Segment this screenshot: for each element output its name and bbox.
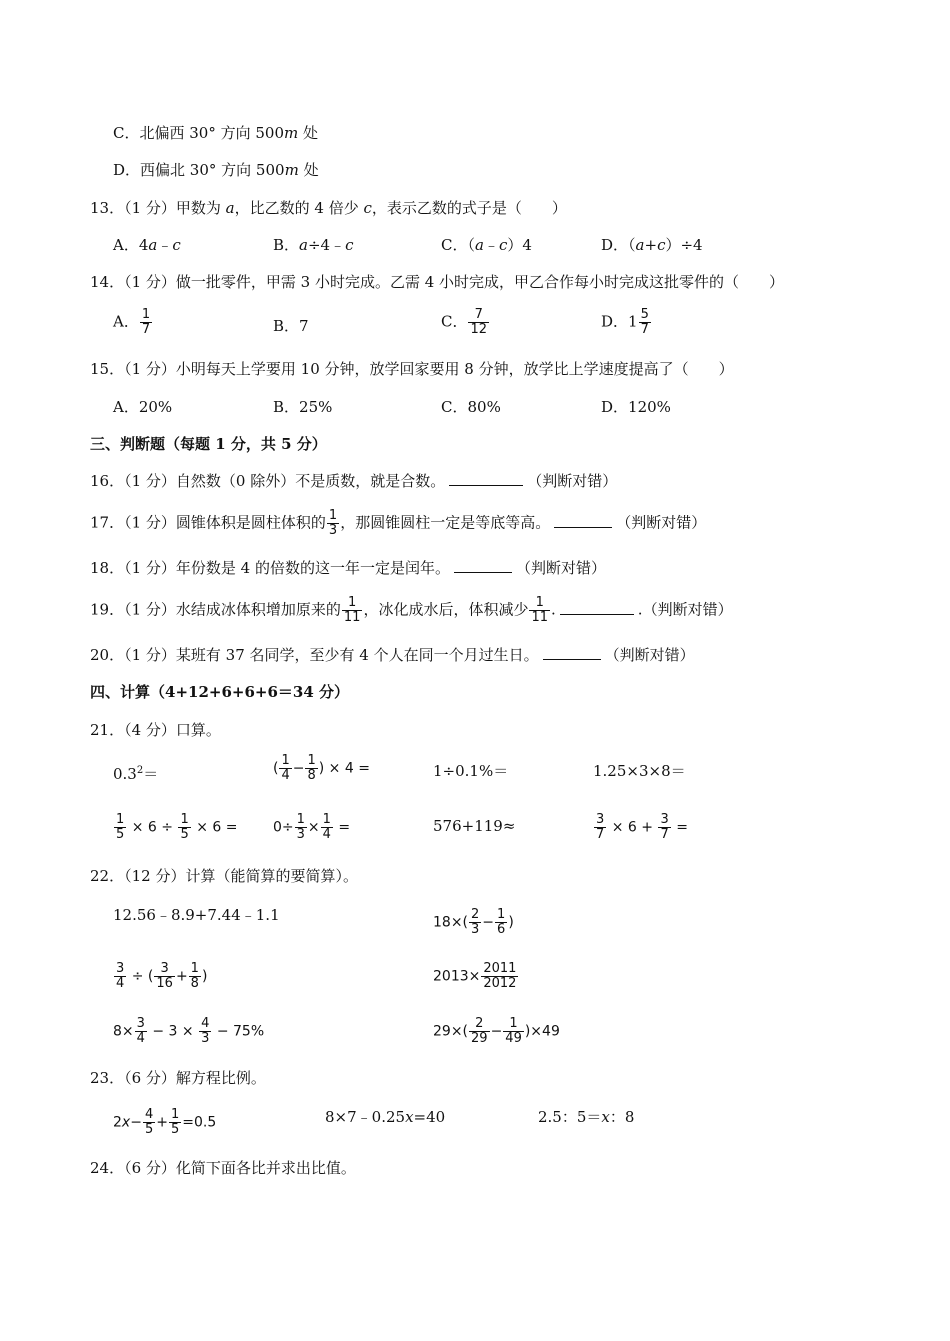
q23-e3-tail: ：8	[609, 1108, 635, 1126]
q14-c-den: 12	[470, 322, 488, 337]
q21-expr-5	[113, 813, 237, 842]
q15-option-c: C．80%	[441, 398, 501, 416]
q12-option-d-tail: 处	[298, 161, 319, 179]
q14-a-den: 7	[141, 322, 151, 337]
q21-e1-a: 0.3	[113, 765, 137, 783]
q22-expr-6	[433, 1017, 560, 1046]
q14-a-num: 1	[141, 307, 151, 322]
q21-e5-d1: 5	[116, 827, 125, 842]
q13-c-var: a	[474, 236, 484, 254]
q21-e6-a: 0÷	[273, 819, 294, 836]
q21-e5-frac2	[178, 813, 190, 842]
q21-expr-8	[593, 813, 688, 842]
q18	[90, 558, 606, 578]
q21-e6-d2: 4	[322, 827, 331, 842]
q21-e6-d1: 3	[296, 827, 305, 842]
q14-option-c	[441, 308, 490, 337]
q22-e2-close: )	[508, 914, 514, 931]
q21-e8-frac1	[594, 813, 606, 842]
q21-e6-frac1	[295, 813, 307, 842]
q14-option-b: B．7	[273, 317, 309, 335]
q14-d-fraction	[639, 308, 651, 337]
q23-e2-a: 8×7﹣0.25	[325, 1108, 406, 1126]
q22-e3-plus: +	[175, 968, 188, 985]
q13-a-label: A．4	[113, 236, 149, 254]
q20-tail: （判断对错）	[604, 646, 695, 664]
q12-option-c	[113, 123, 318, 143]
q13-d-mid: +	[644, 236, 658, 254]
q22-e2-minus: −	[482, 914, 495, 931]
q22-e6-minus: −	[490, 1023, 503, 1040]
q13-b-var: a	[299, 236, 308, 254]
q21-expr-1	[113, 761, 158, 784]
q21-e2-frac2	[305, 754, 317, 783]
q21-expr-7: 576+119≈	[433, 817, 516, 835]
q21-expr-4: 1.25×3×8＝	[593, 762, 686, 780]
q15-option-d: D．120%	[601, 398, 671, 416]
q21-e8-mid: × 6 +	[611, 819, 654, 836]
q13-stem-a: 13．（1 分）甲数为	[90, 199, 226, 217]
q22-e2-frac1	[469, 908, 481, 937]
q23-stem: 23．（6 分）解方程比例。	[90, 1069, 266, 1087]
q14-c-num: 7	[474, 307, 483, 322]
q13-var-a: a	[225, 199, 235, 217]
q22-e3-frac1	[114, 962, 126, 991]
q23-e2-tail: =40	[413, 1108, 446, 1126]
q22-e3-mid: ÷ (	[131, 968, 154, 985]
q23-e3-var: x	[601, 1108, 610, 1126]
q14-d-den: 7	[640, 322, 649, 337]
q21-e2-minus: −	[292, 760, 305, 777]
q23-e1-n2: 1	[170, 1107, 180, 1122]
q21-e6-mid: ×	[307, 819, 320, 836]
q20-stem: 20．（1 分）某班有 37 名同学，至少有 4 个人在同一个月过生日。	[90, 646, 539, 664]
q22-e2-n1: 2	[471, 907, 480, 922]
q22-e6-frac1	[469, 1017, 490, 1046]
q17-stem-b: ，那圆锥圆柱一定是等底等高。	[340, 513, 551, 532]
q23-e1-minus: −	[130, 1114, 142, 1131]
q15-option-a: A．20%	[113, 398, 173, 416]
q21-expr-6	[273, 813, 350, 842]
q22-e5-frac1	[135, 1017, 147, 1046]
q22-expr-1: 12.56﹣8.9+7.44﹣1.1	[113, 906, 280, 924]
q22-expr-5	[113, 1017, 264, 1046]
q21-e6-tail: =	[338, 819, 351, 836]
q20	[90, 645, 695, 665]
q21-e2-frac1	[279, 754, 291, 783]
q21-e2-open: (	[273, 760, 279, 777]
q15-option-b: B．25%	[273, 398, 333, 416]
q22-e5-tail: − 75%	[216, 1023, 265, 1040]
q22-e2-a: 18×(	[433, 914, 469, 931]
q13-d-var2: c	[657, 236, 666, 254]
q13-option-a	[113, 235, 181, 255]
q12-option-c-tail: 处	[298, 124, 319, 142]
q21-e8-d1: 7	[596, 827, 605, 842]
q22-e2-frac2	[495, 908, 507, 937]
q21-e8-tail: =	[676, 819, 688, 836]
q19	[90, 596, 733, 625]
q22-e6-d2: 49	[505, 1031, 522, 1046]
q21-e2-d1: 4	[281, 768, 290, 783]
q13-a-var2: c	[172, 236, 181, 254]
q16-answer-blank[interactable]	[449, 471, 523, 486]
q17-stem-a: 17．（1 分）圆锥体积是圆柱体积的	[90, 513, 326, 532]
q16-tail: （判断对错）	[527, 472, 618, 490]
q12-option-c-unit: m	[284, 124, 299, 142]
q21-e8-d2: 7	[660, 827, 669, 842]
q14-option-a	[113, 308, 153, 337]
q13-option-c	[441, 235, 532, 255]
q13-c-var2: c	[498, 236, 508, 254]
q14-a-fraction	[140, 308, 152, 337]
q18-tail: （判断对错）	[515, 559, 606, 577]
q12-option-c-text: C．北偏西 30° 方向 500	[113, 124, 284, 142]
q19-fraction-1	[342, 596, 363, 625]
q17-fraction	[327, 509, 339, 538]
q13-b-label: B．	[273, 236, 300, 254]
q13-stem-c: ，表示乙数的式子是（ ）	[371, 199, 567, 217]
q22-e4-d: 2012	[483, 976, 517, 991]
q13-c-tail: ）4	[507, 236, 532, 254]
q21-e6-frac2	[321, 813, 333, 842]
q22-e5-a: 8×	[113, 1023, 134, 1040]
q23-e1-d1: 5	[144, 1122, 154, 1137]
q19-den1: 11	[343, 610, 361, 625]
q21-e2-close: ) × 4 =	[318, 760, 370, 777]
section-3-title: 三、判断题（每题 1 分，共 5 分）	[90, 435, 327, 453]
q22-expr-2	[433, 908, 514, 937]
q21-e2-n2: 1	[307, 753, 316, 768]
q22-e5-frac2	[199, 1017, 211, 1046]
q23-expr-1	[113, 1108, 216, 1137]
q14-d-label: D．1	[601, 312, 638, 331]
q22-e4-a: 2013×	[433, 968, 481, 985]
q14-c-fraction	[468, 308, 489, 337]
q22-e3-close: )	[201, 968, 208, 985]
q19-stem-a: 19．（1 分）水结成冰体积增加原来的	[90, 600, 341, 619]
q22-e3-n3: 1	[190, 961, 199, 976]
q22-e6-tail: )×49	[524, 1023, 560, 1040]
q12-option-d-text: D．西偏北 30° 方向 500	[113, 161, 285, 179]
q22-e5-mid: − 3 ×	[152, 1023, 194, 1040]
q18-stem: 18．（1 分）年份数是 4 的倍数的这一年一定是闰年。	[90, 559, 450, 577]
q17-answer-blank[interactable]	[554, 513, 612, 528]
q23-e1-a: 2	[113, 1114, 122, 1131]
q17-den: 3	[328, 523, 338, 538]
q13-c-label: C．（	[441, 236, 475, 254]
q23-e1-frac1	[143, 1108, 155, 1137]
q21-e8-n1: 3	[596, 812, 605, 827]
q22-e2-d2: 6	[497, 922, 506, 937]
q13-d-tail: ）÷4	[665, 236, 703, 254]
q23-e1-n1: 4	[144, 1107, 154, 1122]
q22-e4-frac	[481, 962, 518, 991]
q22-stem: 22．（12 分）计算（能简算的要简算）。	[90, 867, 358, 885]
q14-c-label: C．	[441, 312, 468, 331]
q21-expr-3: 1÷0.1%＝	[433, 762, 509, 780]
q13-stem	[90, 198, 567, 218]
q19-stem-c: .	[551, 600, 556, 619]
q21-e5-d2: 5	[180, 827, 189, 842]
q21-e6-n2: 1	[322, 812, 331, 827]
q22-e5-n2: 4	[201, 1016, 210, 1031]
q23-e1-tail: =0.5	[182, 1114, 217, 1131]
q19-num2: 1	[535, 595, 544, 610]
q23-e1-frac2	[169, 1108, 181, 1137]
q19-answer-blank[interactable]	[560, 600, 634, 615]
q21-e2-d2: 8	[307, 768, 316, 783]
q13-b-var2: c	[345, 236, 354, 254]
section-4-title: 四、计算（4+12+6+6+6＝34 分）	[90, 683, 349, 701]
q22-e6-a: 29×(	[433, 1023, 469, 1040]
q19-tail: .（判断对错）	[637, 600, 733, 619]
q13-option-b	[273, 235, 354, 255]
q22-e4-n: 2011	[483, 961, 517, 976]
q22-e3-frac3	[189, 962, 201, 991]
q21-e6-n1: 1	[296, 812, 305, 827]
q21-stem: 21．（4 分）口算。	[90, 721, 221, 739]
q22-e6-n2: 1	[509, 1016, 518, 1031]
q13-d-var: a	[635, 236, 645, 254]
q21-e5-n1: 1	[116, 812, 125, 827]
q18-answer-blank[interactable]	[454, 558, 512, 573]
q23-e1-d2: 5	[170, 1122, 180, 1137]
q19-stem-b: ，冰化成水后，体积减少	[363, 600, 529, 619]
q13-a-var: a	[148, 236, 158, 254]
q19-fraction-2	[529, 596, 550, 625]
q17-num: 1	[328, 508, 338, 523]
q22-e3-d1: 4	[116, 976, 125, 991]
q23-expr-3	[538, 1107, 634, 1127]
q22-e3-d3: 8	[190, 976, 199, 991]
q22-e3-frac2	[154, 962, 175, 991]
q21-e5-mid: × 6 ÷	[131, 819, 174, 836]
q21-e5-tail: × 6 =	[196, 819, 238, 836]
q22-e3-n1: 3	[116, 961, 125, 976]
q16-stem: 16．（1 分）自然数（0 除外）不是质数，就是合数。	[90, 472, 446, 490]
q22-expr-3	[113, 962, 207, 991]
q13-stem-b: ，比乙数的 4 倍少	[234, 199, 364, 217]
q13-option-d	[601, 235, 703, 255]
q23-expr-2	[325, 1107, 445, 1127]
q22-e3-d2: 16	[156, 976, 173, 991]
q21-e8-n2: 3	[660, 812, 669, 827]
q21-e2-n1: 1	[281, 753, 290, 768]
q22-e2-n2: 1	[497, 907, 506, 922]
q21-e1-sup: 2	[136, 765, 144, 776]
q22-expr-4	[433, 962, 519, 991]
q20-answer-blank[interactable]	[543, 645, 601, 660]
q17	[90, 509, 706, 538]
q14-option-d	[601, 308, 652, 337]
q22-e6-n1: 2	[475, 1016, 484, 1031]
q24-stem: 24．（6 分）化简下面各比并求出比值。	[90, 1159, 356, 1177]
q22-e5-d1: 4	[136, 1031, 145, 1046]
q14-stem: 14．（1 分）做一批零件，甲需 3 小时完成。乙需 4 小时完成，甲乙合作每小时完成这批零件的（ ）	[90, 273, 785, 291]
q13-b-tail: ÷4﹣	[307, 236, 346, 254]
q23-e1-plus: +	[156, 1114, 168, 1131]
q23-e1-var: x	[121, 1114, 131, 1131]
q13-a-tail: ﹣	[157, 236, 173, 254]
q23-e3-a: 2.5：5＝	[538, 1108, 602, 1126]
q22-e6-frac2	[503, 1017, 524, 1046]
q22-e5-d2: 3	[201, 1031, 210, 1046]
q13-d-label: D．（	[601, 236, 636, 254]
q13-c-mid: ﹣	[483, 236, 499, 254]
q19-den2: 11	[531, 610, 549, 625]
q14-a-label: A．	[113, 312, 139, 331]
q22-e2-d1: 3	[471, 922, 480, 937]
q12-option-d-unit: m	[284, 161, 299, 179]
q23-e2-var: x	[405, 1108, 414, 1126]
q21-expr-2	[273, 754, 370, 783]
q14-d-num: 5	[640, 307, 649, 322]
q22-e6-d1: 29	[471, 1031, 488, 1046]
q17-tail: （判断对错）	[616, 513, 707, 532]
q21-e1-b: ＝	[143, 765, 159, 783]
q13-var-c: c	[363, 199, 372, 217]
q22-e3-n2: 3	[160, 961, 169, 976]
q12-option-d	[113, 160, 319, 180]
q22-e5-n1: 3	[136, 1016, 145, 1031]
q15-stem: 15．（1 分）小明每天上学要用 10 分钟，放学回家要用 8 分钟，放学比上学速度提高了（ ）	[90, 360, 734, 378]
q21-e5-n2: 1	[180, 812, 189, 827]
q19-num1: 1	[348, 595, 357, 610]
q21-e5-frac1	[114, 813, 126, 842]
q21-e8-frac2	[658, 813, 670, 842]
q16	[90, 471, 617, 491]
